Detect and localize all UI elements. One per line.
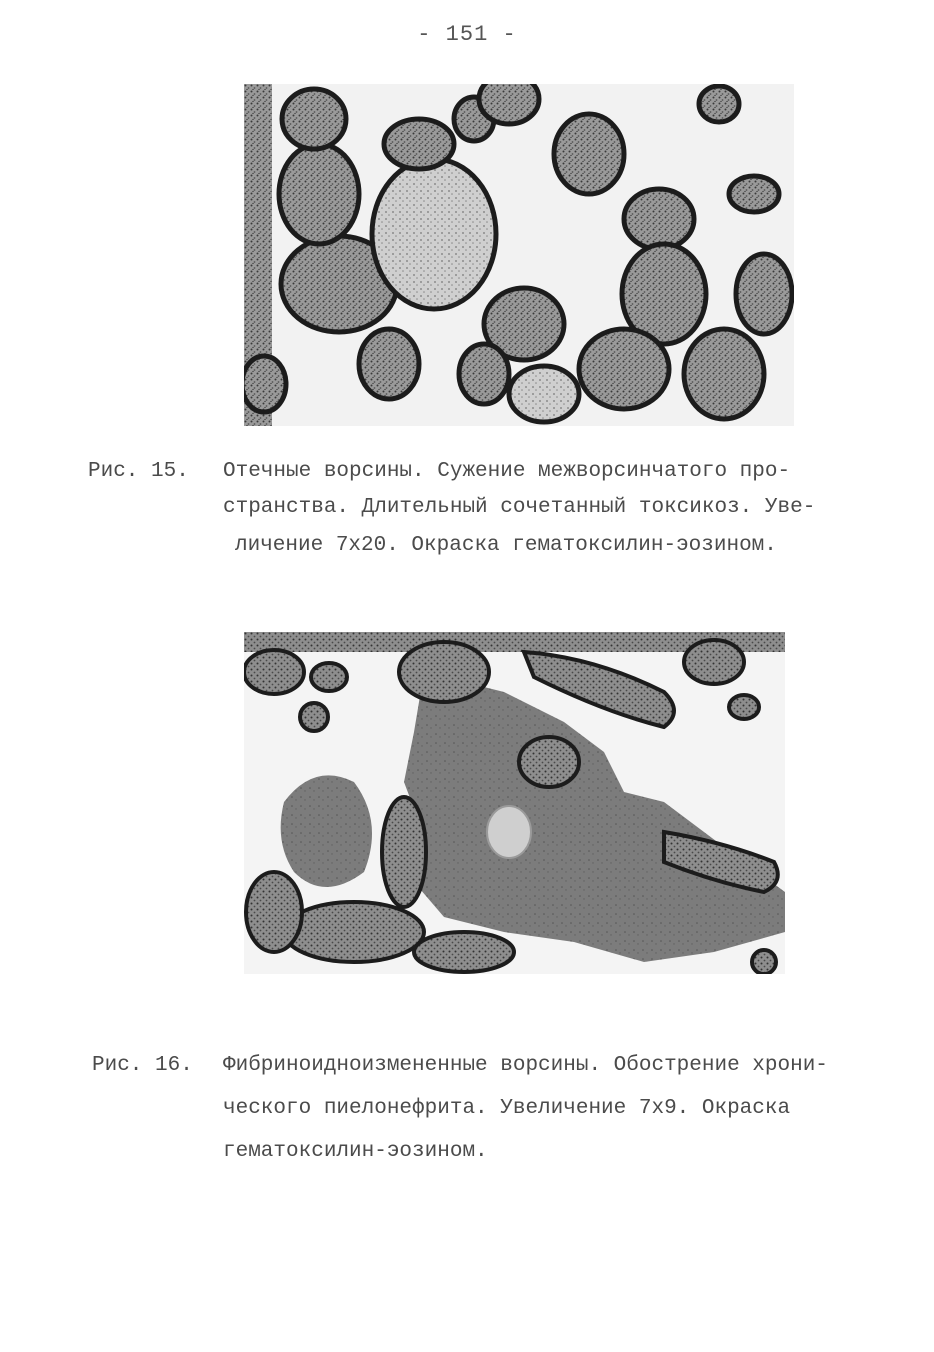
micrograph-16-image [244,632,785,974]
caption-line: гематоксилин-эозином. [223,1140,488,1163]
caption-line: Фибриноидноизмененные ворсины. Обострение хрони- [223,1054,828,1077]
page-number: - 151 - [417,22,517,47]
micrograph-15-image [244,84,794,426]
caption-line: ческого пиелонефрита. Увеличение 7х9. Окраска [223,1097,791,1120]
figure-label: Рис. 16. [92,1054,193,1077]
caption-line: Отечные ворсины. Сужение межворсинчатого про- [223,460,791,483]
micrograph-figure-15 [244,84,794,426]
figure-label: Рис. 15. [88,460,189,483]
micrograph-figure-16 [244,632,785,974]
caption-line: личение 7х20. Окраска гематоксилин-эозином. [235,534,777,557]
caption-line: странства. Длительный сочетанный токсикоз. Уве- [223,496,816,519]
